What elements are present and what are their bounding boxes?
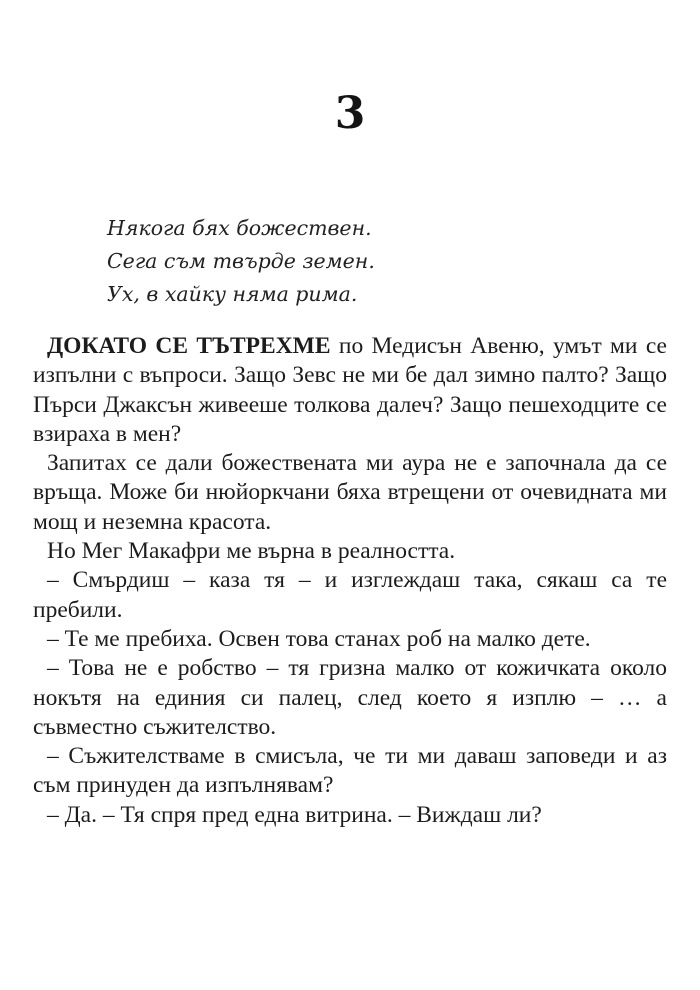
epigraph-line: Някога бях божествен. xyxy=(107,216,372,240)
paragraph-text: – Те ме пребиха. Освен това станах роб на малко дете. xyxy=(47,625,591,652)
paragraph xyxy=(33,332,667,449)
dialogue-paragraph xyxy=(33,742,667,801)
paragraph xyxy=(33,449,667,537)
epigraph-line: Сега съм твърде земен. xyxy=(107,249,375,273)
paragraph-text: по Медисън Авеню, умът ми се изпълни с въпроси. Защо Зевс не ми бе дал зимно палто? Защо Пърси Джаксън живееше толкова далеч? Защо пешеходците се взираха в мен? xyxy=(33,333,667,447)
paragraph-text: – Смърдиш – каза тя – и изглеждаш така, сякаш са те пребили. xyxy=(33,567,667,623)
paragraph-lead-in: ДОКАТО СЕ ТЪТРЕХМЕ xyxy=(47,333,331,359)
dialogue-paragraph xyxy=(33,566,667,625)
paragraph xyxy=(33,537,667,566)
chapter-body xyxy=(33,332,667,830)
dialogue-paragraph xyxy=(33,654,667,742)
epigraph-line: Ух, в хайку няма рима. xyxy=(107,282,358,306)
paragraph-text: Но Мег Макафри ме върна в реалността. xyxy=(47,538,456,565)
dialogue-paragraph xyxy=(33,625,667,654)
dialogue-paragraph xyxy=(33,801,667,830)
paragraph-text: – Съжителстваме в смисъла, че ти ми даваш заповеди и аз съм принуден да изпълнявам? xyxy=(33,743,667,799)
paragraph-text: Запитах се дали божествената ми аура не е започнала да се връща. Може би нюйоркчани бяха втрещени от очевидната ми мощ и неземна красота. xyxy=(33,450,667,535)
paragraph-text: – Да. – Тя спря пред една витрина. – Виждаш ли? xyxy=(47,801,542,828)
chapter-number: 3 xyxy=(334,88,366,139)
epigraph-haiku xyxy=(107,212,375,311)
paragraph-text: – Това не е робство – тя гризна малко от кожичката около нокътя на единия си палец, след което я изплю – … а съвместно съжителство. xyxy=(33,655,667,740)
